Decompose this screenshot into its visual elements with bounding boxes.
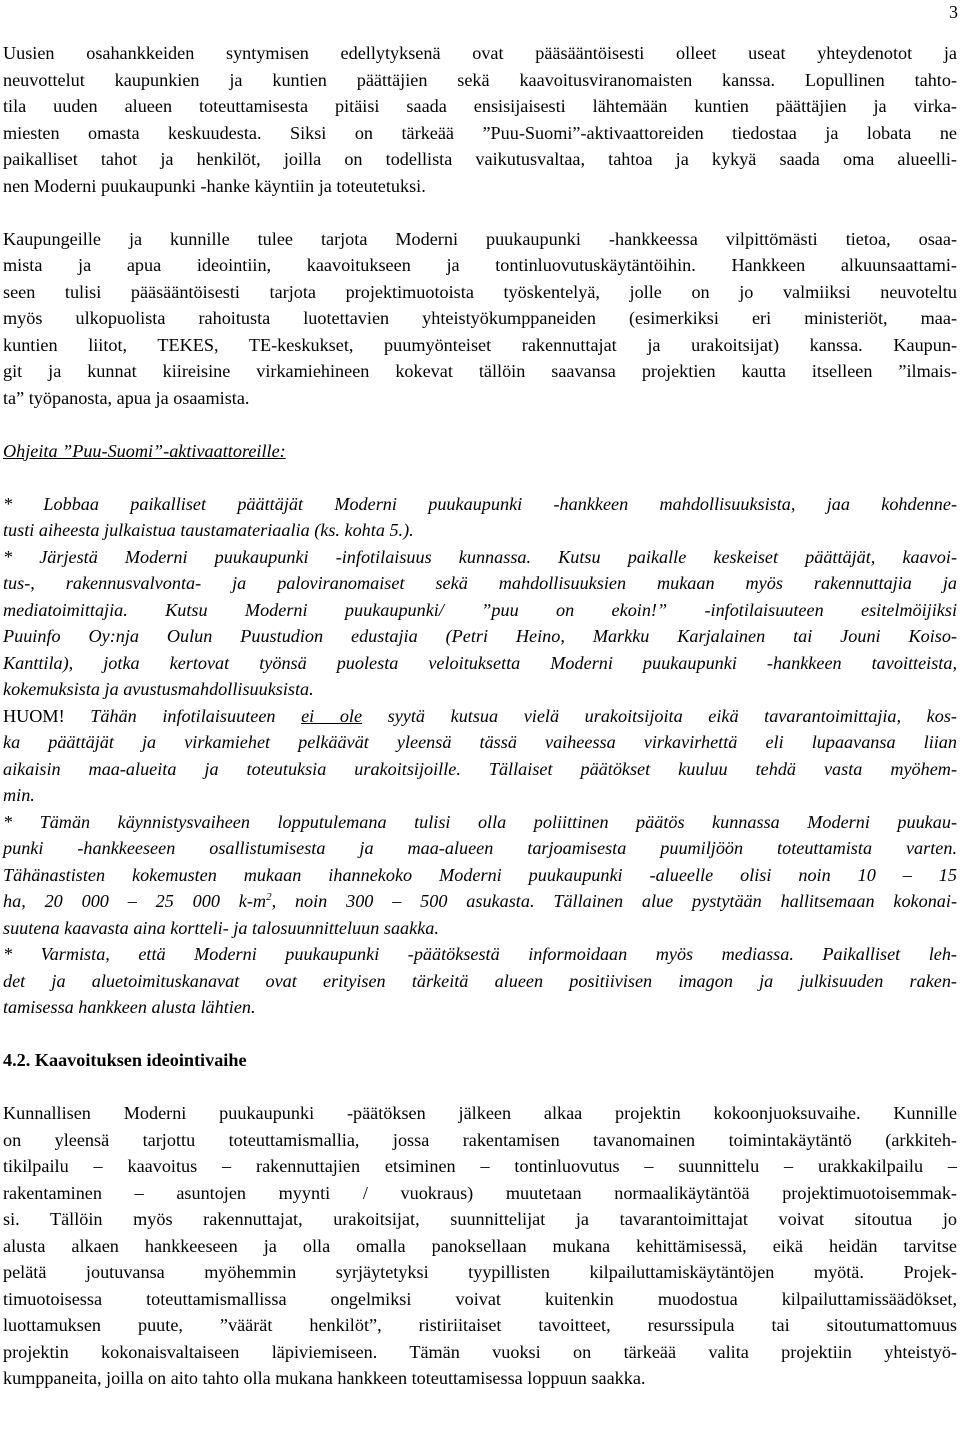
text-line: luottamuksen puute, ”väärät henkilöt”, ristiriitaiset tavoitteet, resurssipula tai sitoutumattomuus [3,1315,957,1335]
page-number: 3 [949,2,958,22]
text-line: kuntien liitot, TEKES, TE-keskukset, puumyönteiset rakennuttajat ja urakoitsijat) kanssa. Kaupun- [3,334,957,355]
instruction-line: * Tämän käynnistysvaiheen lopputulemana tulisi olla poliittinen päätös kunnassa Moderni puukau- [3,811,957,832]
text-line: Kaupungeille ja kunnille tulee tarjota Moderni puukaupunki -hankkeessa vilpittömästi tietoa, osaa- [3,228,957,249]
instruction-line: Kanttila), jotka kertovat työnsä puolesta veloituksetta Moderni puukaupunki -hankkeen tavoitteista, [3,652,957,673]
huom-label: HUOM! [3,705,65,726]
text-line: ta” työpanosta, apua ja osaamista. [3,387,250,408]
text-line: myös ulkopuolista rahoitusta luotettavien yhteistyökumppaneiden (esimerkiksi eri ministeriöt, maa- [3,308,957,328]
text-line: timuotoisessa toteuttamismallissa ongelmiksi voivat kuitenkin muodostua kilpailuttamissäädökset, [3,1288,957,1309]
text-line: mista ja apua ideointiin, kaavoitukseen ja tontinluovutuskäytäntöihin. Hankkeen alkuunsaattami- [3,255,957,275]
text-line: miesten omasta keskuudesta. Siksi on tärkeää ”Puu-Suomi”-aktivaattoreiden tiedostaa ja lobata ne [3,122,957,143]
text-line: pelätä joutuvansa myöhemmin syrjäytetyksi tyypillisten kilpailuttamiskäytäntöjen myötä. Projek- [3,1262,957,1282]
paragraph-1 [3,40,957,199]
instruction-line: kokemuksista ja avustusmahdollisuuksista. [3,679,314,699]
instruction-line [3,888,957,915]
instruction-line: suutena kaavasta aina kortteli- ja talosuunnitteluun saakka. [3,917,439,938]
text-line: seen tulisi pääsääntöisesti tarjota projektimuotoista työskentelyä, jolle on jo valmiiksi neuvoteltu [3,281,957,302]
instruction-line: * Varmista, että Moderni puukaupunki -päätöksestä informoidaan myös mediassa. Paikalliset leh- [3,944,957,964]
text-line: on yleensä tarjottu toteuttamismallia, jossa rakentamisen tavanomainen toimintakäytäntö (arkkiteh- [3,1129,957,1150]
text-line: paikalliset tahot ja henkilöt, joilla on todellista vaikutusvaltaa, tahtoa ja kykyä saada oma alueelli- [3,149,957,169]
instruction-line: mediatoimittajia. Kutsu Moderni puukaupunki/ ”puu on ekoin!” -infotilaisuuteen esitelmöijiksi [3,599,957,620]
text-line: nen Moderni puukaupunki -hanke käyntiin ja toteutetuksi. [3,175,426,196]
text-line: rakentaminen – asuntojen myynti / vuokraus) muutetaan normaalikäytäntöä projektimuotoisemmak- [3,1182,957,1203]
text-line: Uusien osahankkeiden syntymisen edellytyksenä ovat pääsääntöisesti olleet useat yhteydenotot ja [3,43,957,63]
section-heading: 4.2. Kaavoituksen ideointivaihe [3,1050,247,1070]
text-line: si. Tällöin myös rakennuttajat, urakoitsijat, suunnittelijat ja tavarantoimittajat voivat sitoutua jo [3,1209,957,1229]
document-body [3,40,957,1392]
instructions-heading-line [3,438,957,465]
instruction-line: punki -hankkeeseen osallistumisesta ja maa-alueen tarjoamisesta puumiljöön toteuttamista varten. [3,838,957,858]
huom-text-a: Tähän infotilaisuuteen [64,705,302,726]
text-line: projektin kokonaisvaltaiseen läpiviemiseen. Tämän vuoksi on tärkeää valita projektiin yhteistyö- [3,1341,957,1362]
huom-text-b: syytä kutsua vielä urakoitsijoita eikä tavarantoimittajia, kos- [362,705,957,726]
instruction-line: ka päättäjät ja virkamiehet pelkäävät yleensä tässä vaiheessa virkavirhettä eli lupaavansa liian [3,732,957,752]
instruction-line: * Lobbaa paikalliset päättäjät Moderni puukaupunki -hankkeen mahdollisuuksista, jaa kohdenne- [3,493,957,514]
text-line: git ja kunnat kiireisine virkamiehineen kokevat tällöin saavansa projektien kautta itselleen ”ilmais- [3,361,957,381]
area-text-rest: , noin 300 – 500 asukasta. Tällainen alue pystytään hallitsemaan kokonai- [271,891,958,911]
instruction-line: Tähänastisten kokemusten mukaan ihannekoko Moderni puukaupunki -alueelle olisi noin 10 – 15 [3,864,957,885]
instruction-line: min. [3,785,35,805]
ei-ole-emphasis: ei ole [301,705,363,726]
text-line: Kunnallisen Moderni puukaupunki -päätöksen jälkeen alkaa projektin kokoonjuoksuvaihe. Kunnille [3,1103,957,1123]
instruction-line: tusti aiheesta julkaistua taustamateriaalia (ks. kohta 5.). [3,520,414,540]
area-text: ha, 20 000 – 25 000 k-m [3,891,267,911]
instruction-line: Puuinfo Oy:nja Oulun Puustudion edustajia (Petri Heino, Markku Karjalainen tai Jouni Koiso- [3,626,957,646]
paragraph-2 [3,226,957,412]
instruction-line: tus-, rakennusvalvonta- ja paloviranomaiset sekä mahdollisuuksien mukaan myös rakennuttajia ja [3,573,957,593]
text-line: tikilpailu – kaavoitus – rakennuttajien etsiminen – tontinluovutus – suunnittelu – urakkakilpailu – [3,1156,957,1176]
text-line: neuvottelut kaupunkien ja kuntien päättäjien sekä kaavoitusviranomaisten kanssa. Lopullinen tahto- [3,69,957,90]
text-line: alusta alkaen hankkeeseen ja olla omalla panoksellaan mukana kehittämisessä, eikä heidän tarvitse [3,1235,957,1256]
huom-line [3,703,957,730]
text-line: kumppaneita, joilla on aito tahto olla mukana hankkeen toteuttamisessa loppuun saakka. [3,1368,646,1388]
text-line: tila uuden alueen toteuttamisesta pitäisi saada ensisijaisesti lähtemään kuntien päättäjien ja virka- [3,96,957,116]
paragraph-3 [3,1100,957,1392]
instruction-line: tamisessa hankkeen alusta lähtien. [3,997,256,1017]
instructions-list [3,491,957,1021]
superscript: 2 [266,890,272,903]
instruction-line: * Järjestä Moderni puukaupunki -infotilaisuus kunnassa. Kutsu paikalle keskeiset päättäjät, kaavoi- [3,546,957,567]
instruction-line: det ja aluetoimituskanavat ovat erityisen tärkeitä alueen positiivisen imagon ja julkisuuden raken- [3,970,957,991]
instructions-heading: Ohjeita ”Puu-Suomi”-aktivaattoreille: [3,440,286,461]
instruction-line: aikaisin maa-alueita ja toteutuksia urakoitsijoille. Tällaiset päätökset kuuluu tehdä vasta myöhem- [3,758,957,779]
